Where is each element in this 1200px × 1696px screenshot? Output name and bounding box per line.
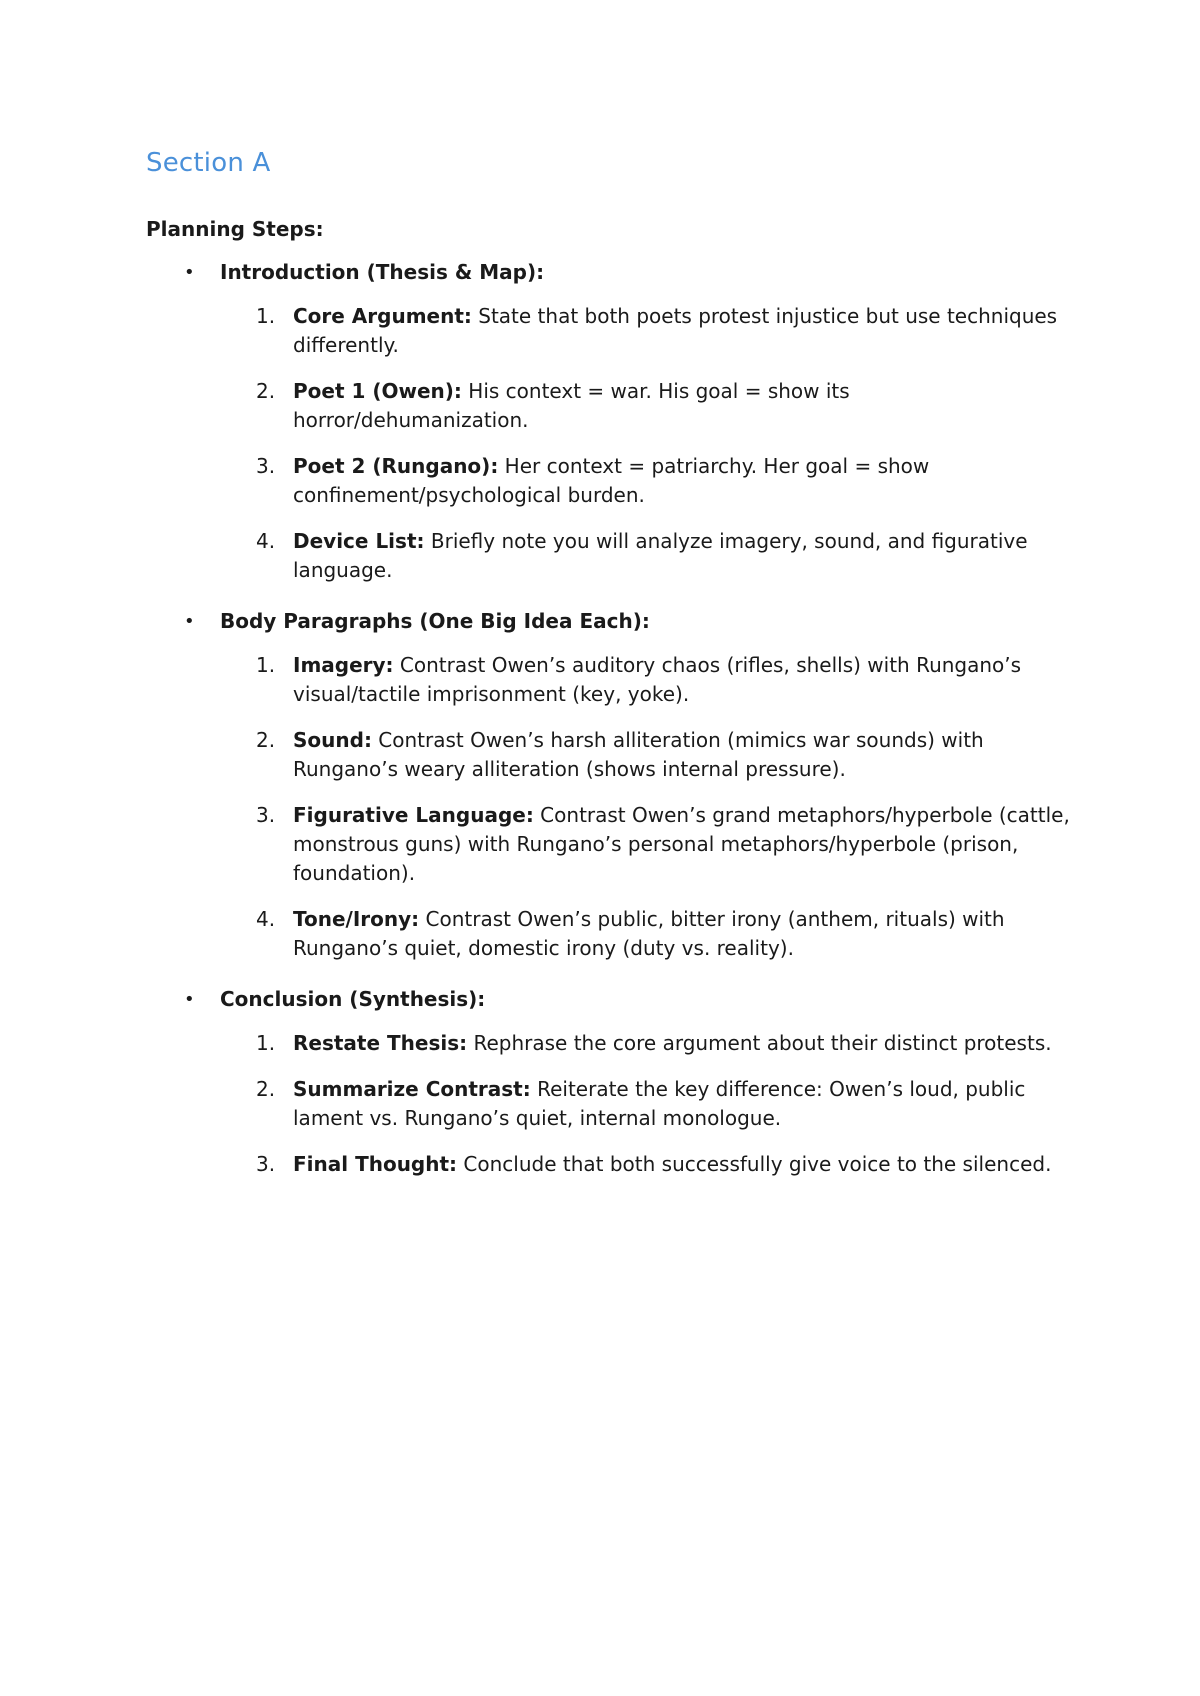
list-item-label: Restate Thesis: (293, 1031, 468, 1055)
list-item-number: 3. (256, 454, 276, 478)
bullet-icon: • (184, 989, 195, 1010)
outline-section-title: Introduction (Thesis & Map): (220, 260, 545, 284)
list-item-label: Final Thought: (293, 1152, 458, 1176)
list-item-label: Core Argument: (293, 304, 472, 328)
outline-section (146, 985, 1076, 1179)
list-item-label: Figurative Language: (293, 803, 534, 827)
list-item (220, 1029, 1076, 1058)
outline-section (146, 258, 1076, 585)
list-item-number: 2. (256, 1077, 276, 1101)
section-heading: Section A (146, 148, 271, 178)
list-item-text: Her context = patriarchy. Her goal = show confinement/psychological burden. (293, 454, 930, 507)
list-item-text: Contrast Owen’s public, bitter irony (anthem, rituals) with Rungano’s quiet, domestic irony (duty vs. reality). (293, 907, 1005, 960)
list-item-number: 1. (256, 1031, 276, 1055)
list-item (220, 377, 1076, 435)
numbered-list (220, 651, 1076, 963)
list-item-text: Contrast Owen’s harsh alliteration (mimics war sounds) with Rungano’s weary alliteration (shows internal pressure). (293, 728, 984, 781)
list-item-label: Summarize Contrast: (293, 1077, 531, 1101)
list-item-label: Sound: (293, 728, 372, 752)
list-item (220, 1150, 1076, 1179)
outline-section (146, 607, 1076, 963)
list-item-text: State that both poets protest injustice but use techniques differently. (293, 304, 1058, 357)
list-item-number: 3. (256, 1152, 276, 1176)
planning-steps-heading: Planning Steps: (146, 217, 324, 241)
outline-section-title: Body Paragraphs (One Big Idea Each): (220, 609, 650, 633)
list-item-number: 2. (256, 379, 276, 403)
list-item-label: Imagery: (293, 653, 394, 677)
list-item (220, 726, 1076, 784)
list-item-number: 4. (256, 529, 276, 553)
bullet-icon: • (184, 262, 195, 283)
list-item-label: Device List: (293, 529, 425, 553)
list-item-text: Briefly note you will analyze imagery, sound, and figurative language. (293, 529, 1028, 582)
list-item (220, 905, 1076, 963)
list-item-number: 4. (256, 907, 276, 931)
list-item-text: Conclude that both successfully give voice to the silenced. (457, 1152, 1052, 1176)
list-item-number: 3. (256, 803, 276, 827)
numbered-list (220, 1029, 1076, 1179)
list-item-label: Poet 1 (Owen): (293, 379, 462, 403)
list-item-text: Contrast Owen’s grand metaphors/hyperbole (cattle, monstrous guns) with Rungano’s personal metaphors/hyperbole (prison, foundation). (293, 803, 1070, 885)
numbered-list (220, 302, 1076, 585)
list-item-text: Rephrase the core argument about their distinct protests. (467, 1031, 1052, 1055)
list-item (220, 302, 1076, 360)
list-item-label: Tone/Irony: (293, 907, 420, 931)
list-item (220, 452, 1076, 510)
list-item (220, 1075, 1076, 1133)
list-item-number: 2. (256, 728, 276, 752)
list-item (220, 801, 1076, 888)
outline-section-title: Conclusion (Synthesis): (220, 987, 486, 1011)
list-item (220, 651, 1076, 709)
list-item-label: Poet 2 (Rungano): (293, 454, 499, 478)
list-item (220, 527, 1076, 585)
bullet-icon: • (184, 611, 195, 632)
list-item-text: Contrast Owen’s auditory chaos (rifles, shells) with Rungano’s visual/tactile imprisonment (key, yoke). (293, 653, 1022, 706)
list-item-number: 1. (256, 653, 276, 677)
list-item-text: Reiterate the key difference: Owen’s loud, public lament vs. Rungano’s quiet, internal monologue. (293, 1077, 1026, 1130)
list-item-text: His context = war. His goal = show its horror/dehumanization. (293, 379, 850, 432)
planning-outline (146, 258, 1076, 1201)
list-item-number: 1. (256, 304, 276, 328)
